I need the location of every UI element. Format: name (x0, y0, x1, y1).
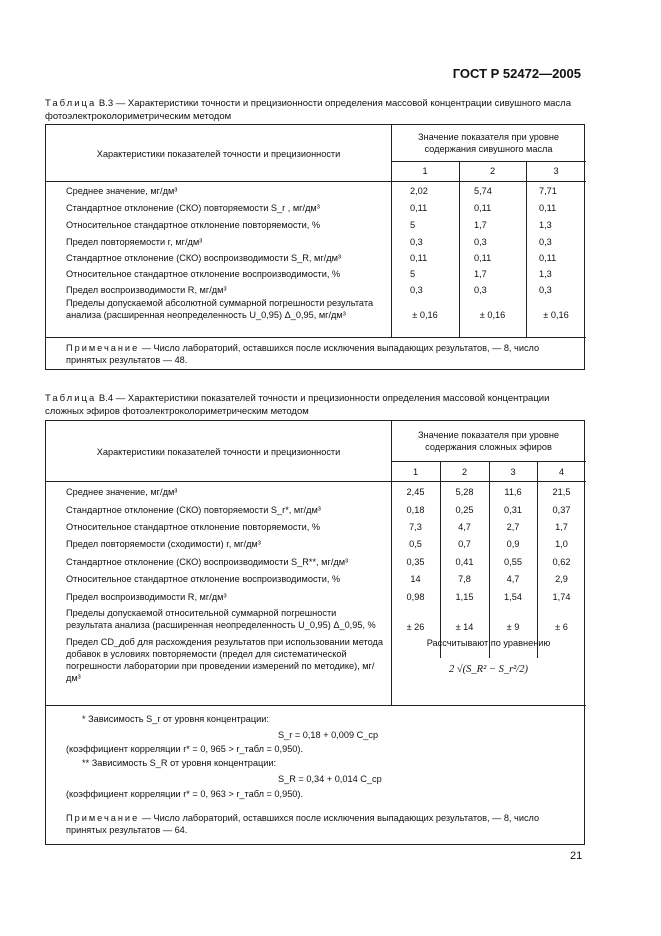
table3-col-num: 2 (489, 166, 496, 176)
table3-note-word: Примечание (66, 343, 140, 353)
table4 (45, 420, 585, 845)
table3-cell: 0,3 (474, 285, 487, 295)
table3-row-label: Предел воспроизводимости R, мг/дм³ (66, 285, 227, 295)
table4-row-label: Стандартное отклонение (СКО) повторяемости S_r*, мг/дм³ (66, 505, 321, 515)
table4-cell: 21,5 (552, 487, 571, 497)
footnote-1-correlation: (коэффициент корреляции r* = 0, 965 > r_табл = 0,950). (66, 744, 304, 754)
table3-cell: 7,71 (539, 186, 557, 196)
table3-cell: ± 0,16 (412, 310, 438, 320)
table3-caption (45, 97, 585, 123)
table4-cell: 5,28 (455, 487, 474, 497)
table4-cell: 0,7 (458, 539, 471, 549)
table4-row-label: Относительное стандартное отклонение воспроизводимости, % (66, 574, 341, 584)
table3-cell: 0,11 (410, 253, 428, 263)
table4-cell: 14 (410, 574, 421, 584)
table3-cell: 0,11 (410, 203, 428, 213)
table3-note-text: — Число лабораторий, оставшихся после исключения выпадающих результатов, — 8, число принятых результатов — 48. (66, 343, 540, 365)
table3-cell: 5 (410, 220, 416, 230)
table4-cell: ± 6 (555, 622, 568, 632)
table3-cell: ± 0,16 (543, 310, 569, 320)
table4-note-text: — Число лабораторий, оставшихся после исключения выпадающих результатов, — 8, число принятых результатов — 64. (66, 813, 540, 835)
table3-cell: 0,3 (539, 237, 552, 247)
table4-row-label: Относительное стандартное отклонение повторяемости, % (66, 522, 321, 532)
table3-cell: 0,3 (410, 237, 423, 247)
table4-cell: 1,7 (555, 522, 568, 532)
table4-col-num: 2 (461, 467, 468, 477)
table4-head-left: Характеристики показателей точности и прецизионности (96, 447, 341, 457)
table4-cell: 0,35 (406, 557, 425, 567)
footnote-1-title: * Зависимость S_r от уровня концентрации: (82, 714, 269, 724)
table4-cell: 1,15 (455, 592, 474, 602)
table4-cell: 0,55 (504, 557, 522, 567)
table3 (45, 124, 585, 370)
table4-formula: 2 √(S_R² − S_r²/2) (449, 664, 528, 675)
table3-cell: 1,3 (539, 269, 552, 279)
table4-row-label: Пределы допускаемой относительной суммарной погрешности результата анализа (расширенная неопределенность U_0,95) Δ_0,95, % (66, 608, 376, 630)
table4-cell: 1,54 (504, 592, 522, 602)
table4-cell: 2,45 (406, 487, 425, 497)
table3-cell: 1,7 (474, 269, 487, 279)
table3-cell: 0,3 (410, 285, 423, 295)
table4-head-right: Значение показателя при уровне содержания сложных эфиров (417, 430, 560, 452)
table3-cell: 0,3 (539, 285, 552, 295)
table3-cell: ± 0,16 (479, 310, 506, 320)
table4-cell: 7,8 (458, 574, 471, 584)
table3-cell: 0,11 (474, 203, 492, 213)
table4-cell: ± 9 (506, 622, 520, 632)
table4-cell: ± 14 (455, 622, 474, 632)
table4-row-label: Предел воспроизводимости R, мг/дм³ (66, 592, 227, 602)
table4-col-num: 4 (558, 467, 565, 477)
table3-row-label: Стандартное отклонение (СКО) повторяемости S_r , мг/дм³ (66, 203, 320, 213)
table3-row-label: Относительное стандартное отклонение воспроизводимости, % (66, 269, 341, 279)
table3-row-label: Пределы допускаемой абсолютной суммарной погрешности результата анализа (расширенная неопределенность U_0,95) Δ_0,95, мг/дм³ (66, 298, 374, 320)
table4-cell: 0,37 (552, 505, 571, 515)
table4-caption (45, 392, 585, 418)
table3-row-label: Относительное стандартное отклонение повторяемости, % (66, 220, 321, 230)
table3-head-left: Характеристики показателей точности и прецизионности (96, 149, 341, 159)
table4-cell: 0,25 (455, 505, 474, 515)
table4-note (66, 812, 576, 836)
table4-cell: 0,5 (409, 539, 422, 549)
table4-cd-label: Предел CD_доб для расхождения результатов при использовании метода добавок в условиях повторяемости (предел для систематической погрешности лаборатории при проведении измерений по методике), мг/дм³ (66, 637, 384, 683)
table3-cell: 5 (410, 269, 416, 279)
table4-cell: 1,74 (552, 592, 571, 602)
footnote-2-formula: S_R = 0,34 + 0,014 C_ср (278, 774, 382, 784)
table3-row-label: Стандартное отклонение (СКО) воспроизводимости S_R, мг/дм³ (66, 253, 341, 263)
table4-cell: 11,6 (504, 487, 522, 497)
table4-cell: 7,3 (409, 522, 422, 532)
table3-caption-word: Таблица (45, 98, 97, 109)
table4-row-label: Предел повторяемости (сходимости) r, мг/дм³ (66, 539, 261, 549)
table3-note (66, 342, 576, 366)
table4-cell: 0,18 (406, 505, 425, 515)
footnote-2-correlation: (коэффициент корреляции r* = 0, 963 > r_табл = 0,950). (66, 789, 304, 799)
table4-cell: 0,98 (406, 592, 425, 602)
table4-note-word: Примечание (66, 813, 140, 823)
table3-cell: 5,74 (474, 186, 492, 196)
table3-col-num: 1 (422, 166, 428, 176)
footnote-1-formula: S_r = 0,18 + 0,009 C_ср (278, 730, 379, 740)
table3-cell: 1,3 (539, 220, 552, 230)
table4-row-label: Среднее значение, мг/дм³ (66, 487, 178, 497)
table3-row-label: Среднее значение, мг/дм³ (66, 186, 178, 196)
table3-col-num: 3 (553, 166, 559, 176)
table4-cell: ± 26 (406, 622, 425, 632)
table3-cell: 0,3 (474, 237, 487, 247)
footnote-2-title: ** Зависимость S_R от уровня концентрации: (82, 758, 277, 768)
table4-cell: 0,31 (504, 505, 522, 515)
table3-cell: 2,02 (410, 186, 428, 196)
table3-head-right: Значение показателя при уровне содержания сивушного масла (417, 132, 560, 154)
table4-cell: 4,7 (506, 574, 520, 584)
table3-row-label: Предел повторяемости r, мг/дм³ (66, 237, 203, 247)
table4-caption-text: В.4 — Характеристики показателей точности и прецизионности определения массовой концентрации сложных эфиров фотоэлектроколориметрическим методом (45, 393, 550, 417)
table4-row-label: Стандартное отклонение (СКО) воспроизводимости S_R**, мг/дм³ (66, 557, 349, 567)
table4-cell: 2,9 (555, 574, 568, 584)
page-number: 21 (570, 850, 583, 862)
table4-cell: 0,41 (455, 557, 474, 567)
table3-cell: 1,7 (474, 220, 487, 230)
table4-cell: 0,9 (506, 539, 520, 549)
table3-cell: 0,11 (539, 253, 557, 263)
table4-cell: 4,7 (458, 522, 471, 532)
table4-cell: 2,7 (506, 522, 520, 532)
table4-caption-word: Таблица (45, 393, 97, 404)
table4-cd-value: Рассчитывают по уравнению (426, 638, 551, 648)
table4-col-num: 1 (412, 467, 419, 477)
document-code: ГОСТ Р 52472—2005 (452, 66, 581, 81)
table4-cell: 1,0 (555, 539, 568, 549)
table4-col-num: 3 (510, 467, 516, 477)
table3-caption-text: В.3 — Характеристики точности и прецизионности определения массовой концентрации сивушного масла фотоэлектроколориметрическим методом (45, 98, 571, 122)
table4-cell: 0,62 (552, 557, 571, 567)
table3-cell: 0,11 (474, 253, 492, 263)
table3-cell: 0,11 (539, 203, 557, 213)
